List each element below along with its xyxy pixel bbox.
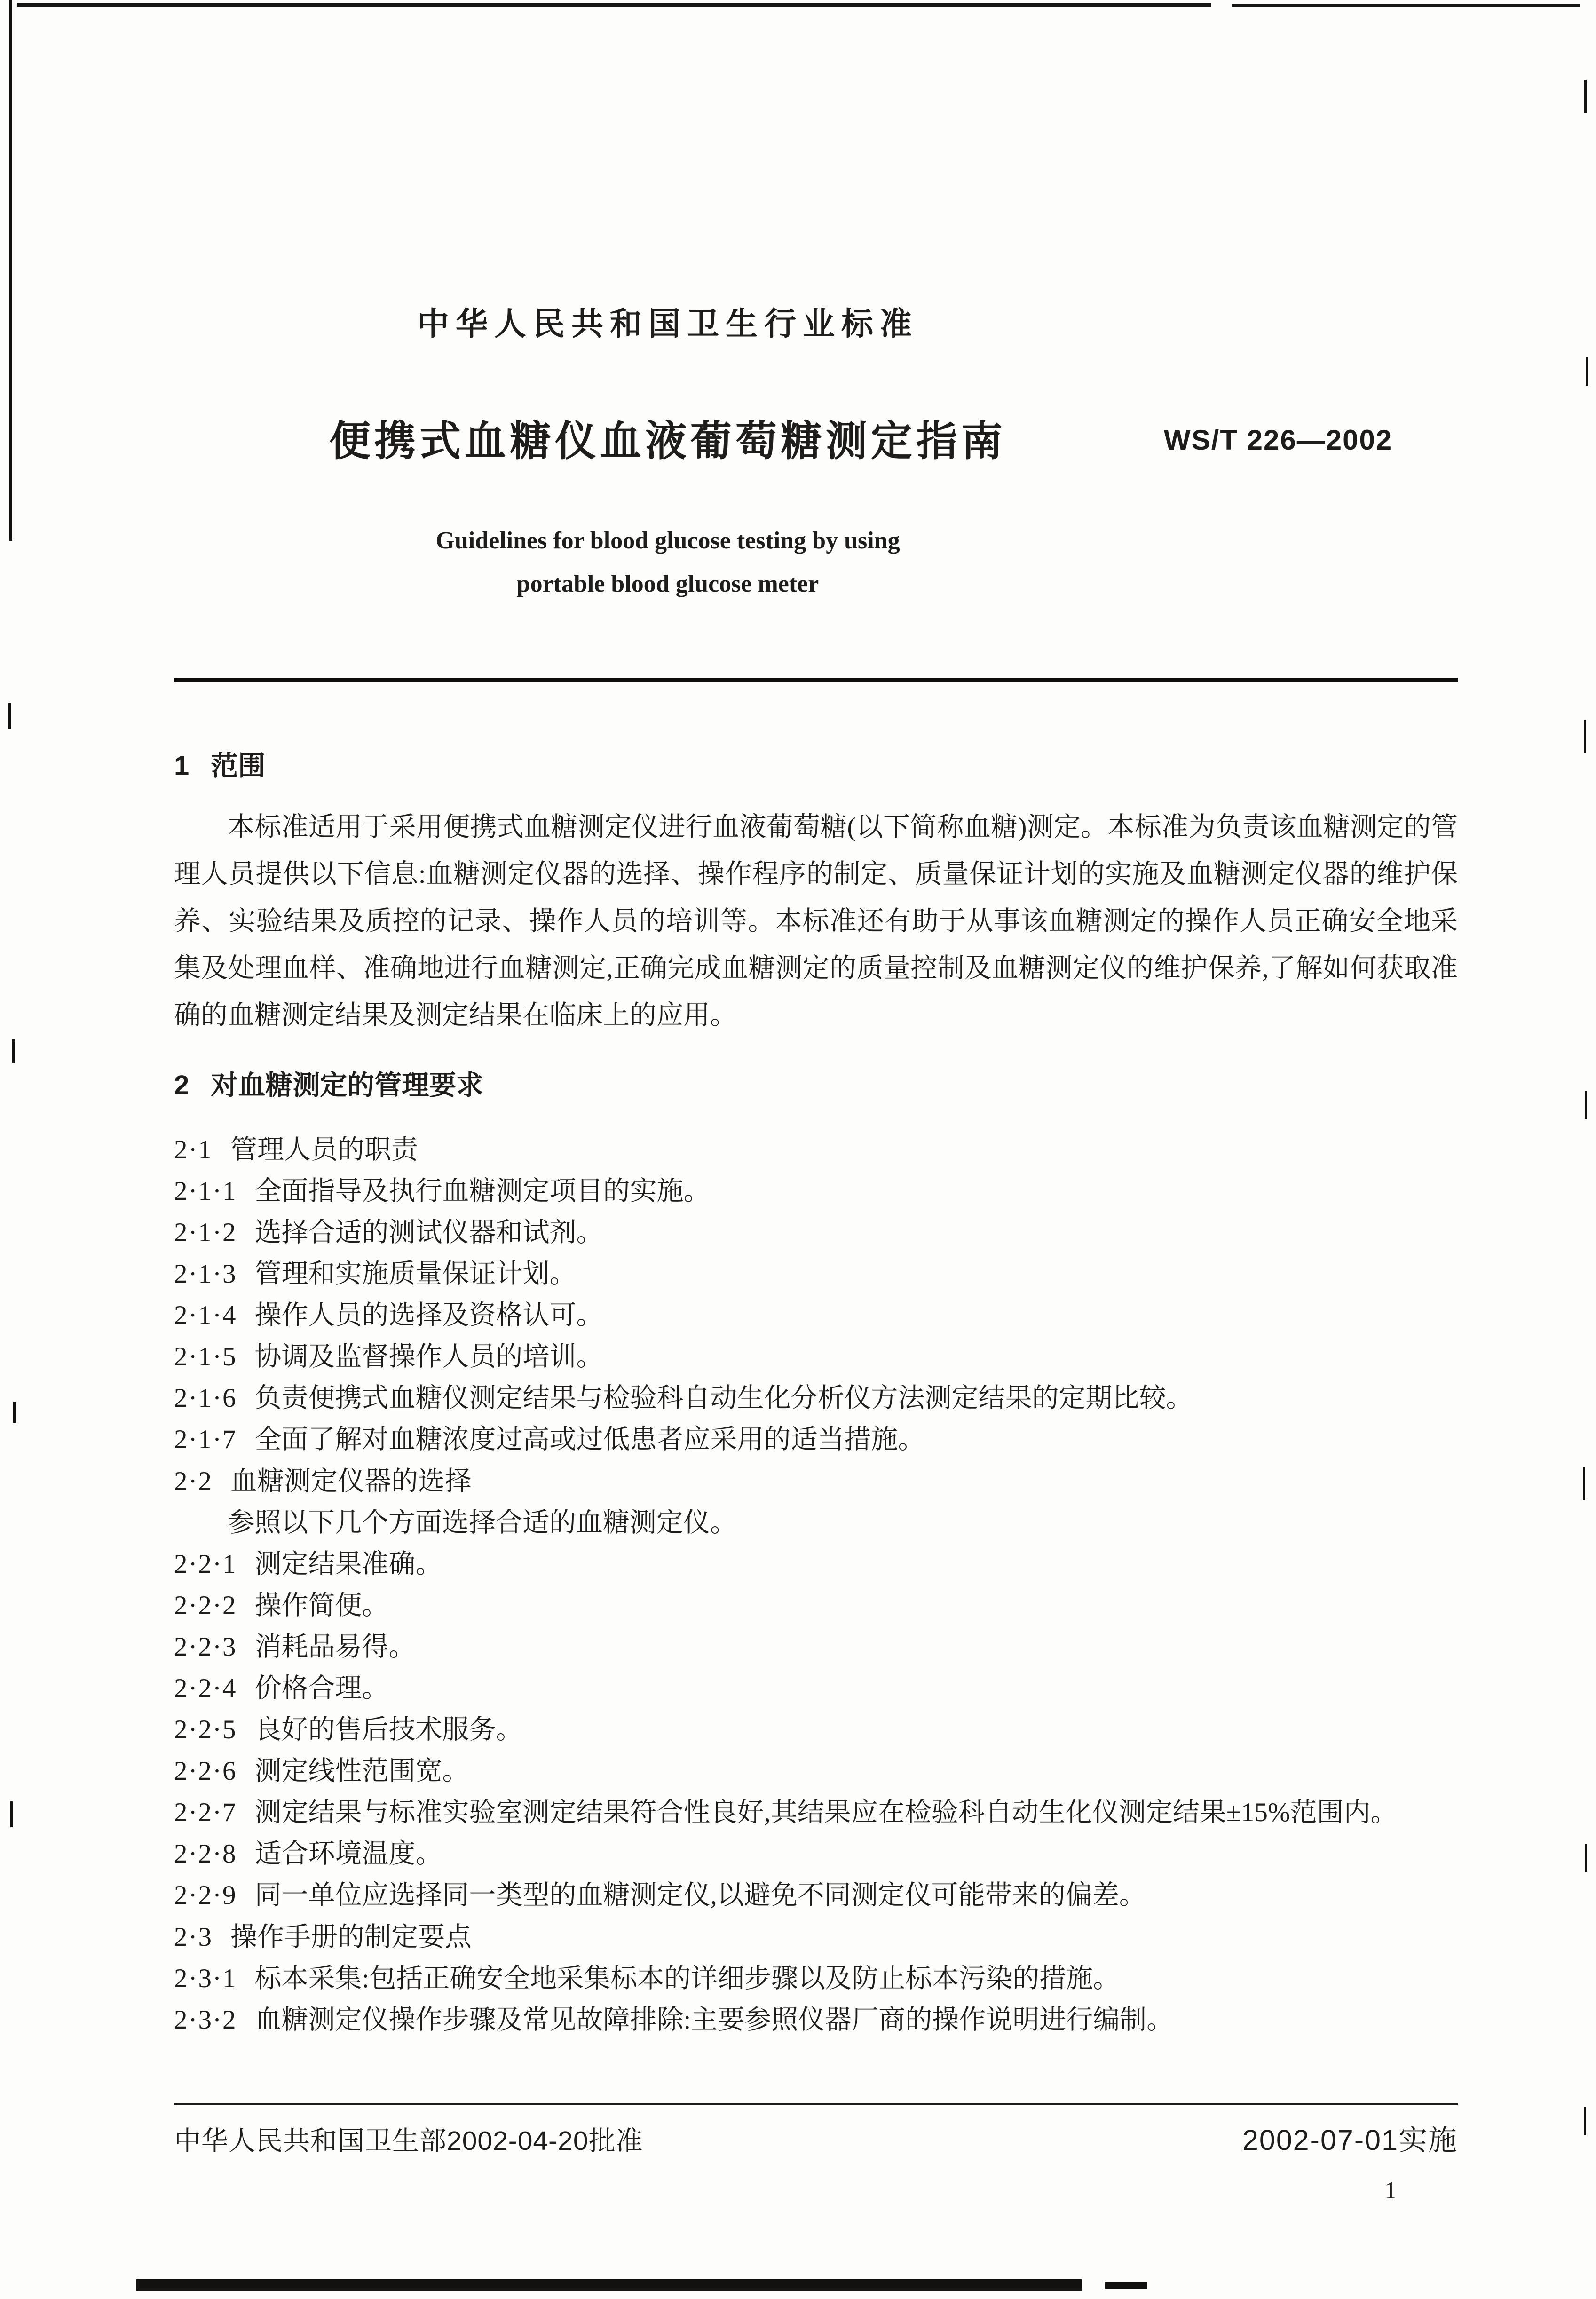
clause-text: 负责便携式血糖仪测定结果与检验科自动生化分析仪方法测定结果的定期比较。 (254, 1383, 1193, 1413)
clause-item (174, 1958, 1458, 1999)
scan-mark-right-dash (1585, 1844, 1587, 1872)
scan-mark-right-dash (1585, 1091, 1587, 1119)
clause-number: 2·2 (174, 1466, 213, 1496)
clause-item (174, 1792, 1458, 1833)
clause-number: 2·1·5 (174, 1341, 237, 1371)
clause-number: 2·1·2 (174, 1217, 237, 1247)
clause-text: 测定结果准确。 (254, 1549, 442, 1579)
clause-number: 2·1·4 (174, 1300, 237, 1330)
clause-text: 同一单位应选择同一类型的血糖测定仪,以避免不同测定仪可能带来的偏差。 (254, 1880, 1146, 1910)
title-row (174, 415, 1458, 469)
clause-text: 参照以下几个方面选择合适的血糖测定仪。 (228, 1507, 737, 1538)
clause-item (174, 1585, 1458, 1626)
section-1-heading (174, 747, 1458, 785)
implementation-date: 2002-07-01实施 (1242, 2124, 1458, 2156)
header-divider (174, 678, 1458, 682)
clause-item (174, 1212, 1458, 1253)
clause-number: 2·3·1 (174, 1963, 237, 1993)
clause-number: 2·2·7 (174, 1797, 237, 1827)
clause-text: 价格合理。 (254, 1673, 389, 1703)
clause-item (174, 1999, 1458, 2041)
clause-text: 协调及监督操作人员的培训。 (254, 1341, 603, 1371)
clause-number: 2·2·8 (174, 1839, 237, 1869)
standard-category: 中华人民共和国卫生行业标准 (417, 306, 918, 342)
approval-note: 中华人民共和国卫生部2002-04-20批准 (174, 2126, 643, 2156)
scan-mark-right-dash (1584, 80, 1587, 113)
standard-number: WS/T 226—2002 (1164, 424, 1393, 456)
clause-item (174, 1709, 1458, 1751)
clause-item (174, 1626, 1458, 1668)
document-title-en-line1: Guidelines for blood glucose testing by using (435, 527, 900, 555)
footer (174, 2117, 1458, 2158)
clause-text: 良好的售后技术服务。 (254, 1714, 523, 1744)
clause-item (174, 1544, 1458, 1585)
scan-mark-bottom-line (136, 2279, 1082, 2291)
section-1-paragraph: 本标准适用于采用便携式血糖测定仪进行血液葡萄糖(以下简称血糖)测定。本标准为负责该血糖测定的管理人员提供以下信息:血糖测定仪器的选择、操作程序的制定、质量保证计划的实施及血糖测定仪器的维护保养、实验结果及质控的记录、操作人员的培训等。本标准还有助于从事该血糖测定的操作人员正确安全地采集及处理血样、准确地进行血糖测定,正确完成血糖测定的质量控制及血糖测定仪的维护保养,了解如何获取准确的血糖测定结果及测定结果在临床上的应用。 (174, 812, 1458, 1030)
document-title-cn: 便携式血糖仪血液葡萄糖测定指南 (329, 418, 1006, 465)
clause-number: 2·2·9 (174, 1880, 237, 1910)
scan-mark-right-dash (1583, 1467, 1585, 1500)
clause-number: 2·1·3 (174, 1259, 237, 1289)
footer-divider (174, 2103, 1458, 2105)
page-content (174, 0, 1458, 2041)
clause-number: 2·2·1 (174, 1549, 237, 1579)
scan-mark-right-dash (1584, 2107, 1586, 2135)
clause-item (174, 1171, 1458, 1212)
clause-item (174, 1751, 1458, 1792)
section-2-heading (174, 1066, 1458, 1104)
clause-number: 2·1·7 (174, 1424, 237, 1454)
clause-item (174, 1875, 1458, 1916)
clause-text: 适合环境温度。 (254, 1839, 442, 1869)
clause-number: 2·2·6 (174, 1756, 237, 1786)
clause-number: 2·1·1 (174, 1176, 237, 1206)
clause-item (174, 1502, 1458, 1544)
clause-number: 2·3 (174, 1922, 213, 1952)
clause-text: 操作手册的制定要点 (230, 1921, 472, 1952)
clause-item (174, 1129, 1458, 1171)
clause-text: 全面指导及执行血糖测定项目的实施。 (254, 1176, 711, 1206)
clause-item (174, 1916, 1458, 1958)
section-1-title: 范围 (211, 750, 266, 781)
clause-item (174, 1419, 1458, 1460)
clause-text: 选择合适的测试仪器和试剂。 (254, 1217, 603, 1247)
scan-mark-bottom-line (1105, 2282, 1147, 2289)
clause-text: 管理人员的职责 (230, 1134, 418, 1165)
scan-mark-left-dash (8, 703, 11, 729)
clause-number: 2·2·4 (174, 1673, 237, 1703)
clause-number: 2·1·6 (174, 1383, 237, 1413)
clause-text: 操作人员的选择及资格认可。 (254, 1300, 603, 1330)
clause-text: 血糖测定仪器的选择 (230, 1466, 472, 1496)
section-2-number: 2 (174, 1070, 190, 1101)
clause-text: 测定结果与标准实验室测定结果符合性良好,其结果应在检验科自动生化仪测定结果±15%范围内。 (254, 1797, 1398, 1827)
scan-mark-right-dash (1586, 357, 1588, 386)
clause-number: 2·3·2 (174, 2005, 237, 2035)
page-number: 1 (1384, 2177, 1397, 2204)
clause-text: 管理和实施质量保证计划。 (254, 1259, 577, 1289)
clause-item (174, 1378, 1458, 1419)
scan-mark-left-dash (10, 1801, 13, 1827)
clause-item (174, 1253, 1458, 1295)
section-1-number: 1 (174, 750, 190, 781)
clause-text: 操作简便。 (254, 1590, 389, 1620)
clause-number: 2·2·3 (174, 1632, 237, 1662)
clause-number: 2·2·2 (174, 1590, 237, 1620)
scan-mark-left-dash (13, 1402, 16, 1423)
section-2-title: 对血糖测定的管理要求 (211, 1070, 484, 1101)
clause-text: 血糖测定仪操作步骤及常见故障排除:主要参照仪器厂商的操作说明进行编制。 (254, 2005, 1174, 2035)
clause-item (174, 1295, 1458, 1336)
clause-text: 测定线性范围宽。 (254, 1756, 469, 1786)
clause-item (174, 1833, 1458, 1875)
clause-text: 标本采集:包括正确安全地采集标本的详细步骤以及防止标本污染的措施。 (254, 1963, 1120, 1993)
scan-mark-left-dash (12, 1039, 15, 1063)
clause-list (174, 1129, 1458, 2041)
clause-text: 消耗品易得。 (254, 1632, 416, 1662)
scan-mark-left-line (9, 0, 12, 541)
clause-text: 全面了解对血糖浓度过高或过低患者应采用的适当措施。 (254, 1424, 925, 1454)
clause-number: 2·1 (174, 1134, 213, 1165)
clause-number: 2·2·5 (174, 1714, 237, 1744)
clause-item (174, 1668, 1458, 1709)
scan-mark-right-dash (1584, 720, 1586, 753)
document-title-en-line2: portable blood glucose meter (516, 570, 819, 597)
clause-item (174, 1460, 1458, 1502)
clause-item (174, 1336, 1458, 1378)
